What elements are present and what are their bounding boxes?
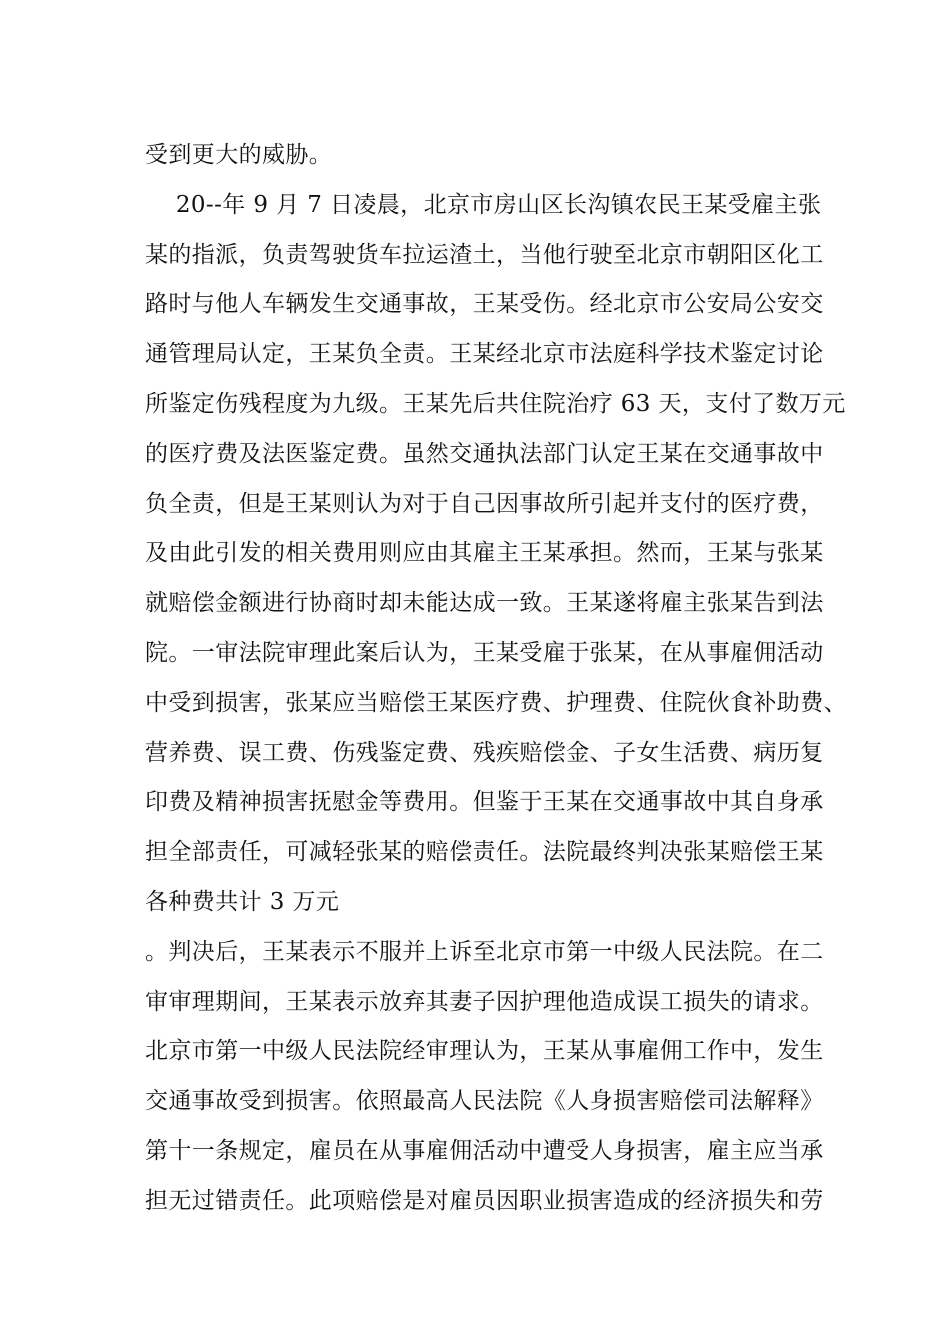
- text-line: 。判决后，王某表示不服并上诉至北京市第一中级人民法院。在二: [145, 938, 824, 965]
- text-line: 的医疗费及法医鉴定费。虽然交通执法部门认定王某在交通事故中: [145, 440, 824, 467]
- text-line: 20--年 9 月 7 日凌晨，北京市房山区长沟镇农民王某受雇主张: [145, 191, 822, 218]
- text-line: 印费及精神损害抚慰金等费用。但鉴于王某在交通事故中其自身承: [145, 789, 824, 816]
- text-line: 各种费共计 3 万元: [145, 888, 340, 915]
- text-line: 及由此引发的相关费用则应由其雇主王某承担。然而，王某与张某: [145, 540, 824, 567]
- text-line: 就赔偿金额进行协商时却未能达成一致。王某遂将雇主张某告到法: [145, 590, 824, 617]
- text-line: 担无过错责任。此项赔偿是对雇员因职业损害造成的经济损失和劳: [145, 1187, 824, 1214]
- text-line: 通管理局认定，王某负全责。王某经北京市法庭科学技术鉴定讨论: [145, 341, 824, 368]
- document-body: [145, 137, 845, 1233]
- text-line: 所鉴定伤残程度为九级。王某先后共住院治疗 63 天，支付了数万元: [145, 390, 846, 417]
- text-line: 受到更大的威胁。: [145, 142, 333, 168]
- text-line: 某的指派，负责驾驶货车拉运渣土，当他行驶至北京市朝阳区化工: [145, 241, 824, 268]
- text-line: 交通事故受到损害。依照最高人民法院《人身损害赔偿司法解释》: [145, 1088, 824, 1115]
- text-line: 院。一审法院审理此案后认为，王某受雇于张某，在从事雇佣活动: [145, 639, 824, 666]
- text-line: 路时与他人车辆发生交通事故，王某受伤。经北京市公安局公安交: [145, 291, 824, 318]
- text-line: 审审理期间，王某表示放弃其妻子因护理他造成误工损失的请求。: [145, 988, 824, 1015]
- text-line: 第十一条规定，雇员在从事雇佣活动中遭受人身损害，雇主应当承: [145, 1137, 824, 1164]
- text-line: 北京市第一中级人民法院经审理认为，王某从事雇佣工作中，发生: [145, 1038, 824, 1065]
- text-line: 营养费、误工费、伤残鉴定费、残疾赔偿金、子女生活费、病历复: [145, 739, 824, 766]
- text-line: 负全责，但是王某则认为对于自己因事故所引起并支付的医疗费，: [145, 490, 824, 517]
- text-line: 担全部责任，可减轻张某的赔偿责任。法院最终判决张某赔偿王某: [145, 839, 824, 866]
- text-line: 中受到损害，张某应当赔偿王某医疗费、护理费、住院伙食补助费、: [145, 689, 847, 716]
